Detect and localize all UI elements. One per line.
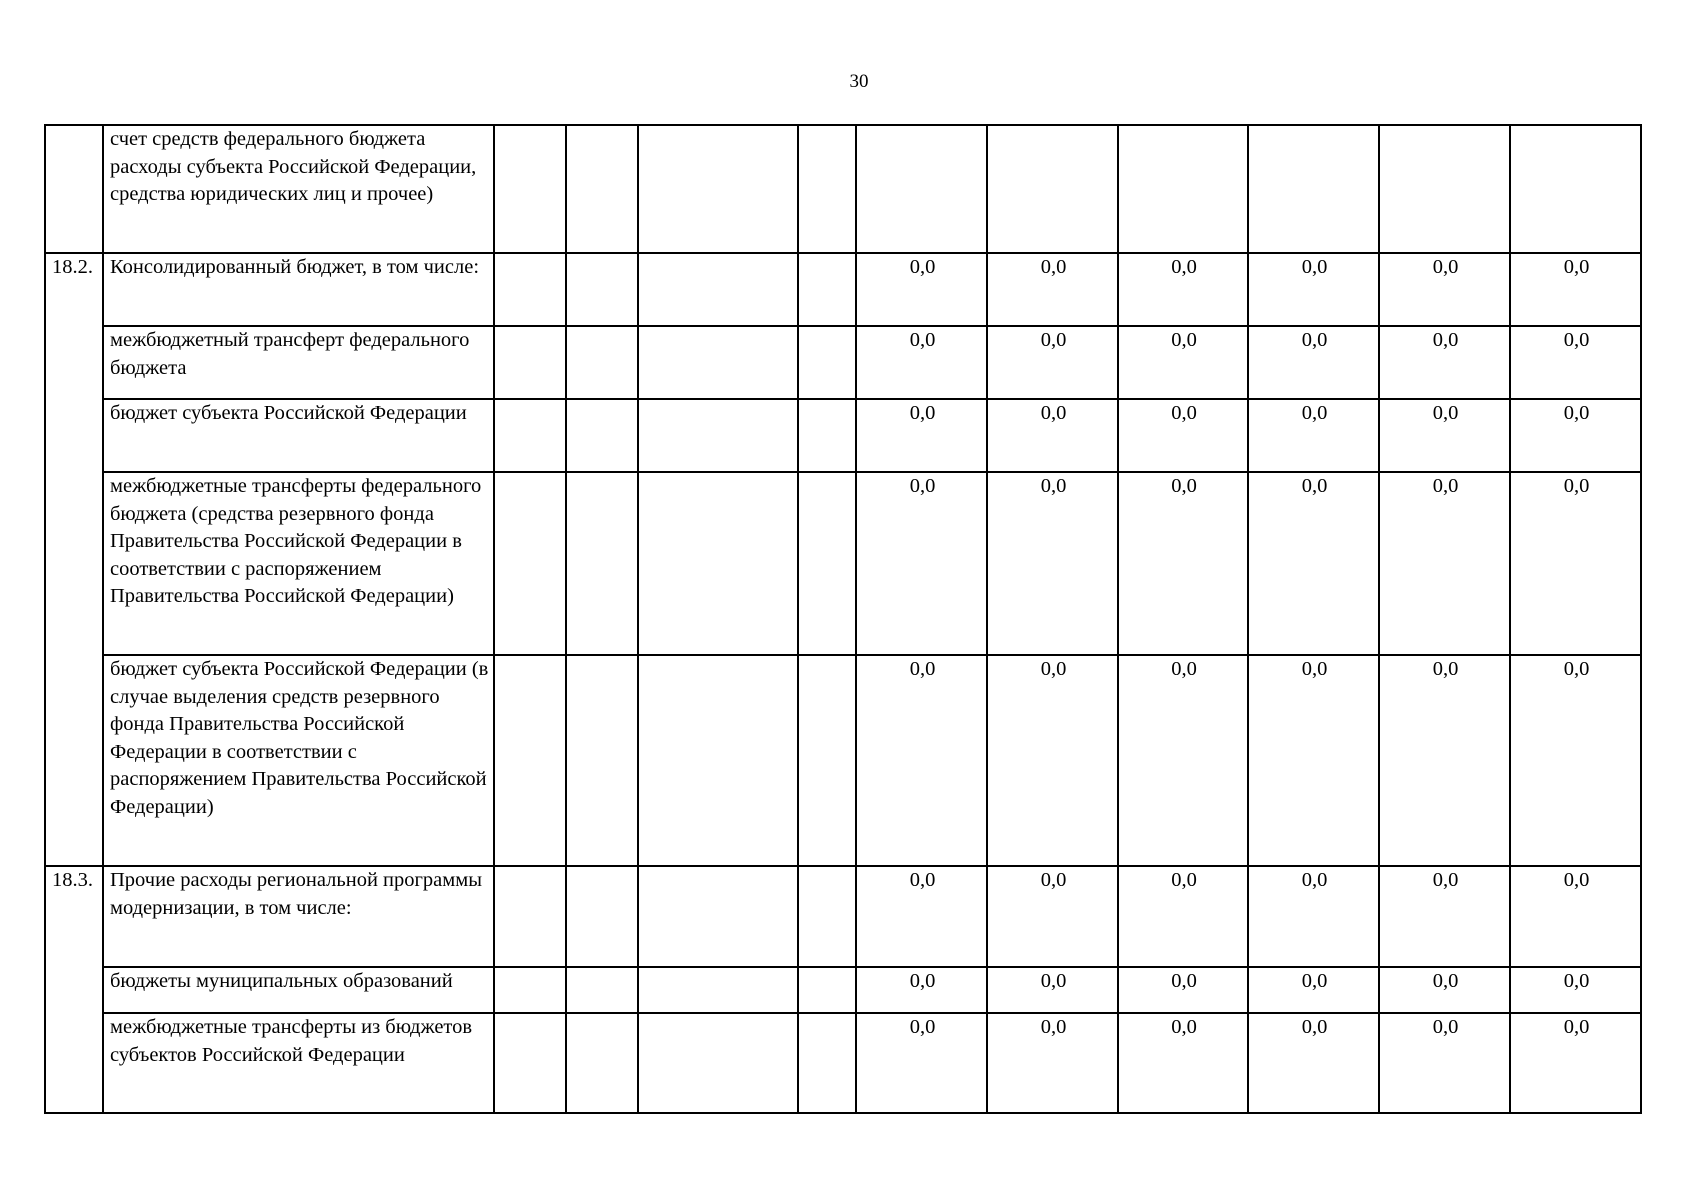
value-cell: 0,0 — [856, 655, 987, 866]
value-cell: 0,0 — [1248, 967, 1379, 1013]
value-cell: 0,0 — [1248, 866, 1379, 967]
value-cell: 0,0 — [1510, 253, 1641, 326]
empty-cell — [798, 125, 856, 253]
table-row — [45, 399, 1641, 472]
value-cell: 0,0 — [1379, 655, 1510, 866]
value-cell: 0,0 — [987, 655, 1118, 866]
empty-cell — [566, 866, 638, 967]
empty-cell — [638, 967, 798, 1013]
value-cell: 0,0 — [1248, 326, 1379, 399]
table-row — [45, 253, 1641, 326]
value-cell: 0,0 — [987, 1013, 1118, 1113]
table-row — [45, 1013, 1641, 1113]
value-cell — [987, 125, 1118, 253]
value-cell: 0,0 — [1510, 655, 1641, 866]
table-row — [45, 866, 1641, 967]
row-number-cell: 18.3. — [45, 866, 103, 1113]
empty-cell — [798, 472, 856, 655]
value-cell: 0,0 — [1379, 866, 1510, 967]
row-name-cell: межбюджетные трансферты из бюджетов субъектов Российской Федерации — [103, 1013, 494, 1113]
value-cell: 0,0 — [856, 967, 987, 1013]
empty-cell — [798, 253, 856, 326]
value-cell: 0,0 — [856, 472, 987, 655]
value-cell: 0,0 — [1379, 1013, 1510, 1113]
table-row — [45, 967, 1641, 1013]
table-row — [45, 655, 1641, 866]
empty-cell — [638, 655, 798, 866]
empty-cell — [566, 655, 638, 866]
value-cell: 0,0 — [987, 326, 1118, 399]
row-name-cell: бюджеты муниципальных образований — [103, 967, 494, 1013]
value-cell: 0,0 — [1379, 967, 1510, 1013]
empty-cell — [798, 1013, 856, 1113]
value-cell: 0,0 — [987, 472, 1118, 655]
value-cell: 0,0 — [1118, 1013, 1248, 1113]
empty-cell — [494, 967, 566, 1013]
value-cell: 0,0 — [856, 399, 987, 472]
empty-cell — [798, 399, 856, 472]
value-cell: 0,0 — [1118, 399, 1248, 472]
row-name-cell: Консолидированный бюджет, в том числе: — [103, 253, 494, 326]
value-cell: 0,0 — [856, 253, 987, 326]
value-cell — [856, 125, 987, 253]
value-cell: 0,0 — [1118, 967, 1248, 1013]
empty-cell — [566, 326, 638, 399]
value-cell: 0,0 — [1510, 967, 1641, 1013]
value-cell — [1118, 125, 1248, 253]
table-row — [45, 472, 1641, 655]
empty-cell — [638, 399, 798, 472]
row-name-cell: бюджет субъекта Российской Федерации (в случае выделения средств резервного фонда Правительства Российской Федерации в соответствии с распоряжением Правительства Российской Федерации) — [103, 655, 494, 866]
value-cell: 0,0 — [1510, 472, 1641, 655]
page-number: 30 — [849, 71, 869, 92]
row-name-cell: Прочие расходы региональной программы модернизации, в том числе: — [103, 866, 494, 967]
empty-cell — [638, 472, 798, 655]
value-cell: 0,0 — [1248, 1013, 1379, 1113]
value-cell: 0,0 — [1248, 253, 1379, 326]
empty-cell — [566, 125, 638, 253]
value-cell: 0,0 — [1248, 472, 1379, 655]
empty-cell — [798, 866, 856, 967]
empty-cell — [798, 967, 856, 1013]
row-name-cell: счет средств федерального бюджета расходы субъекта Российской Федерации, средства юридических лиц и прочее) — [103, 125, 494, 253]
empty-cell — [494, 399, 566, 472]
empty-cell — [566, 967, 638, 1013]
value-cell — [1510, 125, 1641, 253]
value-cell: 0,0 — [1248, 655, 1379, 866]
row-number-cell — [45, 125, 103, 253]
value-cell: 0,0 — [987, 866, 1118, 967]
table-row — [45, 326, 1641, 399]
value-cell: 0,0 — [1118, 472, 1248, 655]
value-cell: 0,0 — [1118, 866, 1248, 967]
value-cell: 0,0 — [1118, 253, 1248, 326]
value-cell: 0,0 — [1379, 326, 1510, 399]
empty-cell — [494, 1013, 566, 1113]
value-cell: 0,0 — [987, 253, 1118, 326]
empty-cell — [494, 472, 566, 655]
empty-cell — [494, 866, 566, 967]
row-name-cell: межбюджетные трансферты федерального бюджета (средства резервного фонда Правительства Российской Федерации в соответствии с распоряжением Правительства Российской Федерации) — [103, 472, 494, 655]
value-cell: 0,0 — [856, 1013, 987, 1113]
empty-cell — [638, 125, 798, 253]
empty-cell — [638, 326, 798, 399]
empty-cell — [566, 1013, 638, 1113]
empty-cell — [638, 866, 798, 967]
value-cell: 0,0 — [856, 326, 987, 399]
table-row — [45, 125, 1641, 253]
value-cell — [1379, 125, 1510, 253]
row-name-cell: межбюджетный трансферт федерального бюджета — [103, 326, 494, 399]
empty-cell — [798, 326, 856, 399]
budget-table — [44, 124, 1642, 1114]
empty-cell — [566, 472, 638, 655]
empty-cell — [566, 399, 638, 472]
value-cell: 0,0 — [1379, 472, 1510, 655]
value-cell — [1248, 125, 1379, 253]
empty-cell — [638, 1013, 798, 1113]
value-cell: 0,0 — [1118, 655, 1248, 866]
empty-cell — [494, 125, 566, 253]
value-cell: 0,0 — [1379, 253, 1510, 326]
row-number-cell: 18.2. — [45, 253, 103, 866]
empty-cell — [494, 326, 566, 399]
value-cell: 0,0 — [856, 866, 987, 967]
value-cell: 0,0 — [987, 967, 1118, 1013]
empty-cell — [798, 655, 856, 866]
value-cell: 0,0 — [1510, 399, 1641, 472]
empty-cell — [638, 253, 798, 326]
value-cell: 0,0 — [1510, 326, 1641, 399]
row-name-cell: бюджет субъекта Российской Федерации — [103, 399, 494, 472]
value-cell: 0,0 — [1510, 1013, 1641, 1113]
value-cell: 0,0 — [987, 399, 1118, 472]
value-cell: 0,0 — [1379, 399, 1510, 472]
empty-cell — [566, 253, 638, 326]
value-cell: 0,0 — [1510, 866, 1641, 967]
empty-cell — [494, 253, 566, 326]
value-cell: 0,0 — [1248, 399, 1379, 472]
empty-cell — [494, 655, 566, 866]
value-cell: 0,0 — [1118, 326, 1248, 399]
